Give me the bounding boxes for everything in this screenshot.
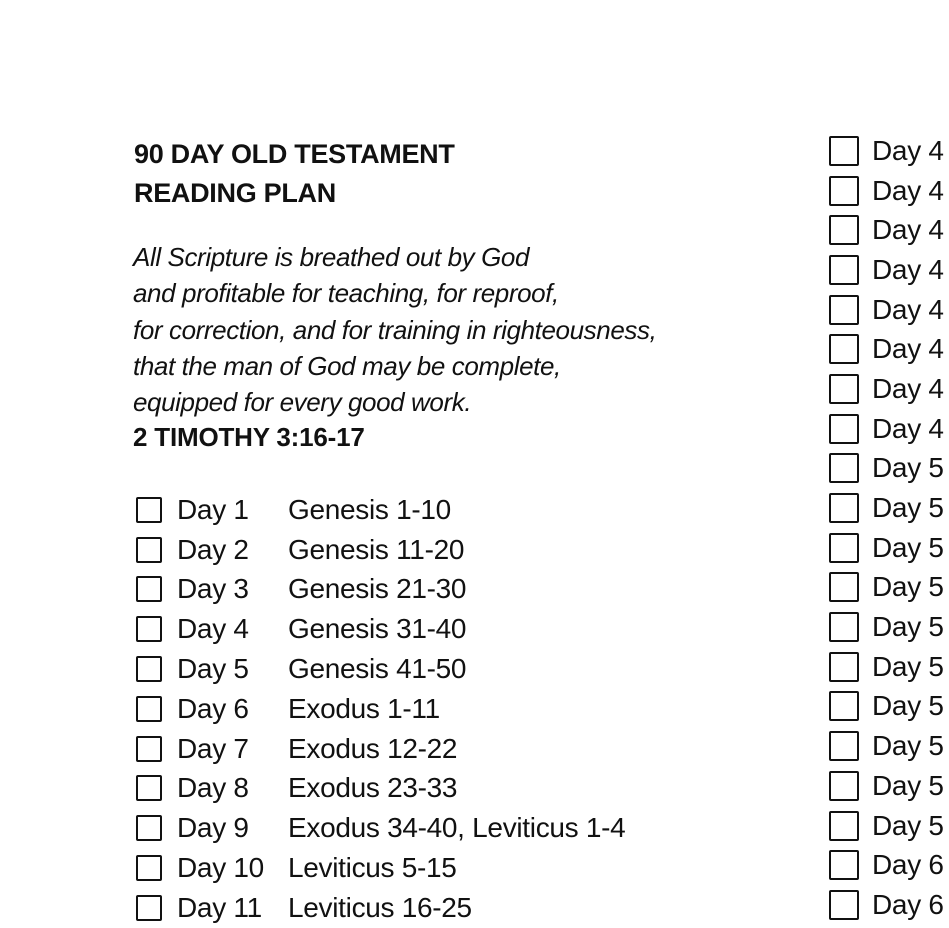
- quote-citation: 2 TIMOTHY 3:16-17: [133, 422, 365, 452]
- day-checkbox[interactable]: [829, 136, 859, 166]
- day-row: [136, 808, 625, 848]
- day-label: Day 4: [872, 253, 944, 285]
- day-checkbox[interactable]: [829, 493, 859, 523]
- day-label: Day 5: [872, 452, 944, 484]
- right-day-row: [829, 210, 944, 250]
- day-checkbox[interactable]: [136, 537, 162, 563]
- day-checkbox[interactable]: [829, 890, 859, 920]
- day-row: [136, 729, 625, 769]
- day-passage: Exodus 34-40, Leviticus 1-4: [288, 812, 626, 844]
- right-day-row: [829, 290, 944, 330]
- day-checkbox[interactable]: [829, 453, 859, 483]
- day-label: Day 11: [177, 891, 262, 923]
- day-checkbox[interactable]: [136, 775, 162, 801]
- day-passage: Genesis 11-20: [288, 533, 465, 565]
- right-day-row: [829, 528, 944, 568]
- day-row: [136, 490, 625, 530]
- day-checkbox[interactable]: [829, 295, 859, 325]
- day-label: Day 5: [872, 730, 944, 762]
- day-checkbox[interactable]: [829, 652, 859, 682]
- day-label: Day 5: [177, 653, 249, 685]
- right-column-checklist: [829, 131, 944, 925]
- day-label: Day 5: [872, 809, 944, 841]
- day-row: [136, 570, 625, 610]
- day-label: Day 5: [872, 492, 944, 524]
- day-row: [136, 609, 625, 649]
- day-checkbox[interactable]: [829, 374, 859, 404]
- day-passage: Exodus 12-22: [288, 732, 458, 764]
- right-day-row: [829, 329, 944, 369]
- day-row: [136, 848, 625, 888]
- day-passage: Genesis 41-50: [288, 653, 467, 685]
- plan-title-line-1: 90 DAY OLD TESTAMENT: [134, 139, 455, 169]
- quote-line-4: that the man of God may be complete,: [133, 350, 561, 381]
- right-day-row: [829, 449, 944, 489]
- day-checkbox[interactable]: [829, 612, 859, 642]
- day-row: [136, 689, 625, 729]
- right-day-row: [829, 568, 944, 608]
- day-passage: Exodus 1-11: [288, 692, 440, 724]
- day-checkbox[interactable]: [829, 215, 859, 245]
- day-label: Day 6: [872, 849, 944, 881]
- day-row: [136, 888, 625, 928]
- day-label: Day 10: [177, 852, 264, 884]
- day-checkbox[interactable]: [829, 255, 859, 285]
- day-label: Day 4: [872, 134, 944, 166]
- right-day-row: [829, 250, 944, 290]
- day-passage: Genesis 21-30: [288, 573, 467, 605]
- day-checkbox[interactable]: [829, 811, 859, 841]
- day-checkbox[interactable]: [829, 691, 859, 721]
- day-label: Day 9: [177, 812, 249, 844]
- day-label: Day 5: [872, 690, 944, 722]
- day-passage: Leviticus 16-25: [288, 891, 472, 923]
- right-day-row: [829, 726, 944, 766]
- right-day-row: [829, 131, 944, 171]
- day-passage: Leviticus 5-15: [288, 852, 457, 884]
- day-passage: Genesis 1-10: [288, 493, 451, 525]
- day-checkbox[interactable]: [829, 533, 859, 563]
- day-checkbox[interactable]: [829, 771, 859, 801]
- day-row: [136, 649, 625, 689]
- plan-title: [134, 135, 455, 213]
- quote-line-5: equipped for every good work.: [133, 387, 472, 418]
- day-checkbox[interactable]: [136, 616, 162, 642]
- day-label: Day 3: [177, 573, 249, 605]
- day-label: Day 6: [177, 692, 249, 724]
- day-label: Day 1: [177, 493, 249, 525]
- day-checkbox[interactable]: [136, 696, 162, 722]
- day-checkbox[interactable]: [829, 731, 859, 761]
- day-checkbox[interactable]: [829, 334, 859, 364]
- day-checkbox[interactable]: [829, 850, 859, 880]
- scripture-quote: [133, 239, 656, 420]
- day-checkbox[interactable]: [829, 572, 859, 602]
- day-checkbox[interactable]: [136, 497, 162, 523]
- day-label: Day 4: [872, 174, 944, 206]
- right-day-row: [829, 885, 944, 925]
- day-label: Day 4: [177, 613, 249, 645]
- right-day-row: [829, 171, 944, 211]
- day-label: Day 4: [872, 333, 944, 365]
- day-checkbox[interactable]: [136, 656, 162, 682]
- right-day-row: [829, 766, 944, 806]
- day-label: Day 7: [177, 732, 249, 764]
- day-label: Day 8: [177, 772, 249, 804]
- day-checkbox[interactable]: [136, 576, 162, 602]
- right-day-row: [829, 369, 944, 409]
- day-label: Day 5: [872, 650, 944, 682]
- right-day-row: [829, 647, 944, 687]
- day-checkbox[interactable]: [136, 815, 162, 841]
- right-day-row: [829, 488, 944, 528]
- right-day-row: [829, 806, 944, 846]
- right-day-row: [829, 607, 944, 647]
- day-checklist: [136, 490, 625, 928]
- day-label: Day 4: [872, 214, 944, 246]
- right-day-row: [829, 687, 944, 727]
- day-label: Day 4: [872, 372, 944, 404]
- plan-title-line-2: READING PLAN: [134, 178, 336, 208]
- day-row: [136, 530, 625, 570]
- day-label: Day 6: [872, 888, 944, 920]
- day-passage: Genesis 31-40: [288, 613, 467, 645]
- day-checkbox[interactable]: [136, 895, 162, 921]
- day-label: Day 4: [872, 293, 944, 325]
- day-label: Day 5: [872, 611, 944, 643]
- right-day-row: [829, 409, 944, 449]
- quote-line-3: for correction, and for training in righteousness,: [133, 314, 657, 345]
- day-label: Day 5: [872, 769, 944, 801]
- right-day-row: [829, 845, 944, 885]
- day-label: Day 5: [872, 571, 944, 603]
- day-label: Day 2: [177, 533, 249, 565]
- day-checkbox[interactable]: [829, 176, 859, 206]
- day-checkbox[interactable]: [136, 736, 162, 762]
- day-passage: Exodus 23-33: [288, 772, 458, 804]
- quote-line-2: and profitable for teaching, for reproof,: [133, 278, 559, 309]
- day-label: Day 4: [872, 412, 944, 444]
- day-checkbox[interactable]: [136, 855, 162, 881]
- day-checkbox[interactable]: [829, 414, 859, 444]
- day-label: Day 5: [872, 531, 944, 563]
- quote-line-1: All Scripture is breathed out by God: [133, 242, 530, 272]
- day-row: [136, 769, 625, 809]
